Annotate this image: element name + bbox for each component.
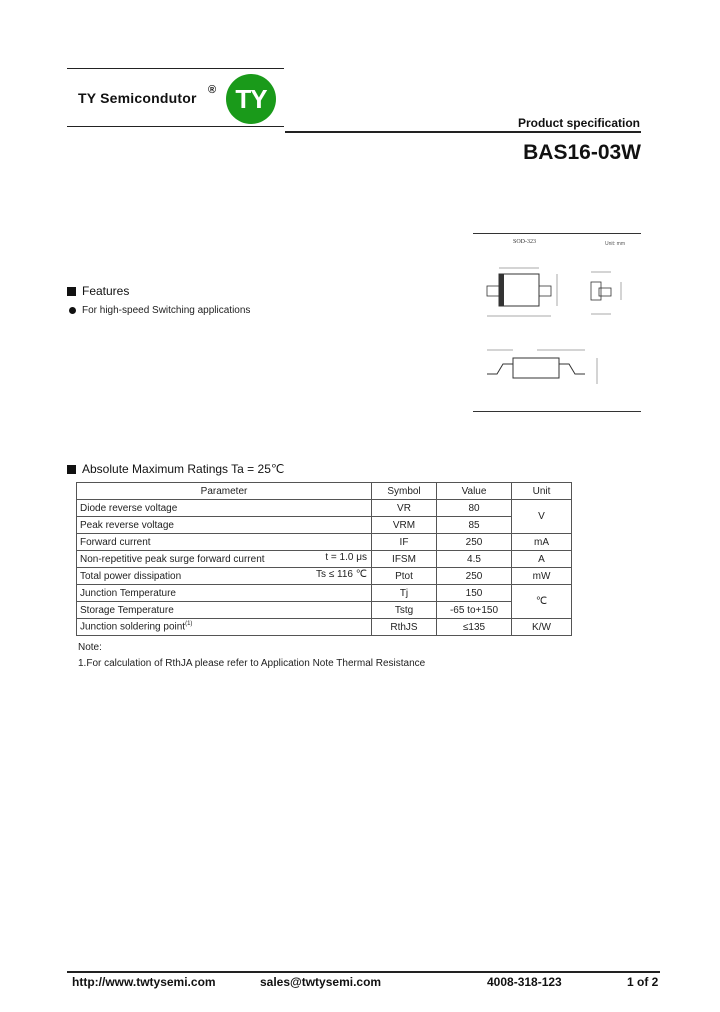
col-symbol: Symbol [372,483,437,500]
table-row [77,585,572,602]
value-cell: 80 [437,500,512,517]
unit-cell: mW [512,568,572,585]
param-text: Non-repetitive peak surge forward current [80,553,265,565]
value-cell: ≤135 [437,619,512,636]
package-bottom-rule [473,411,641,412]
footer-rule [67,971,660,973]
product-specification-label: Product specification [517,116,640,130]
package-outline-drawing [473,234,641,414]
ratings-heading-text: Absolute Maximum Ratings Ta = 25℃ [82,462,285,476]
symbol-cell: VRM [372,517,437,534]
value-cell: 4.5 [437,551,512,568]
symbol-cell: Ptot [372,568,437,585]
table-header-row [77,483,572,500]
ratings-heading [67,462,284,476]
param-cell [77,619,372,636]
unit-cell: K/W [512,619,572,636]
round-bullet-icon [69,307,76,314]
features-heading-text: Features [82,284,130,298]
param-cell: Junction Temperature [77,585,372,602]
registered-mark: ® [208,84,217,96]
square-bullet-icon [67,465,76,474]
param-text: Total power dissipation [80,570,182,582]
feature-item [69,305,250,316]
param-cell: Forward current [77,534,372,551]
header-top-rule [67,68,284,69]
symbol-cell: RthJS [372,619,437,636]
param-condition: t = 1.0 μs [325,552,367,563]
part-number: BAS16-03W [523,141,641,164]
footnote-mark: (1) [185,621,193,628]
param-cell: Diode reverse voltage [77,500,372,517]
symbol-cell: IFSM [372,551,437,568]
symbol-cell: VR [372,500,437,517]
note-text: 1.For calculation of RthJA please refer to Application Note Thermal Resistance [78,658,426,669]
table-row [77,568,572,585]
note-label: Note: [78,642,102,653]
features-heading [67,284,129,298]
title-rule [285,131,641,133]
symbol-cell: IF [372,534,437,551]
col-unit: Unit [512,483,572,500]
col-parameter: Parameter [77,483,372,500]
footer-website-link[interactable]: http://www.twtysemi.com [72,975,216,989]
footer-phone: 4008-318-123 [487,975,562,989]
param-cell [77,568,372,585]
table-row [77,534,572,551]
table-row [77,500,572,517]
brand-name: TY Semicondutor [78,90,197,106]
value-cell: 250 [437,534,512,551]
header-bottom-rule [67,126,284,127]
unit-cell: mA [512,534,572,551]
table-row [77,551,572,568]
unit-cell: ℃ [512,585,572,619]
package-unit: Unit: mm [605,241,625,247]
feature-item-text: For high-speed Switching applications [82,305,251,316]
col-value: Value [437,483,512,500]
symbol-cell: Tj [372,585,437,602]
ty-logo [226,74,276,124]
footer-page-number: 1 of 2 [627,975,659,989]
param-cell: Storage Temperature [77,602,372,619]
table-row [77,517,572,534]
ratings-table [76,482,572,636]
param-text: Junction soldering point [80,621,186,633]
param-cell [77,551,372,568]
param-condition: Ts ≤ 116 ℃ [316,569,367,580]
footer-email-link[interactable]: sales@twtysemi.com [260,975,382,989]
unit-cell: V [512,500,572,534]
symbol-cell: Tstg [372,602,437,619]
table-row [77,602,572,619]
square-bullet-icon [67,287,76,296]
value-cell: 85 [437,517,512,534]
value-cell: 250 [437,568,512,585]
logo-text: TY [235,83,267,114]
unit-cell: A [512,551,572,568]
table-row [77,619,572,636]
value-cell: 150 [437,585,512,602]
value-cell: -65 to+150 [437,602,512,619]
param-cell: Peak reverse voltage [77,517,372,534]
package-name: SOD-323 [513,239,537,245]
